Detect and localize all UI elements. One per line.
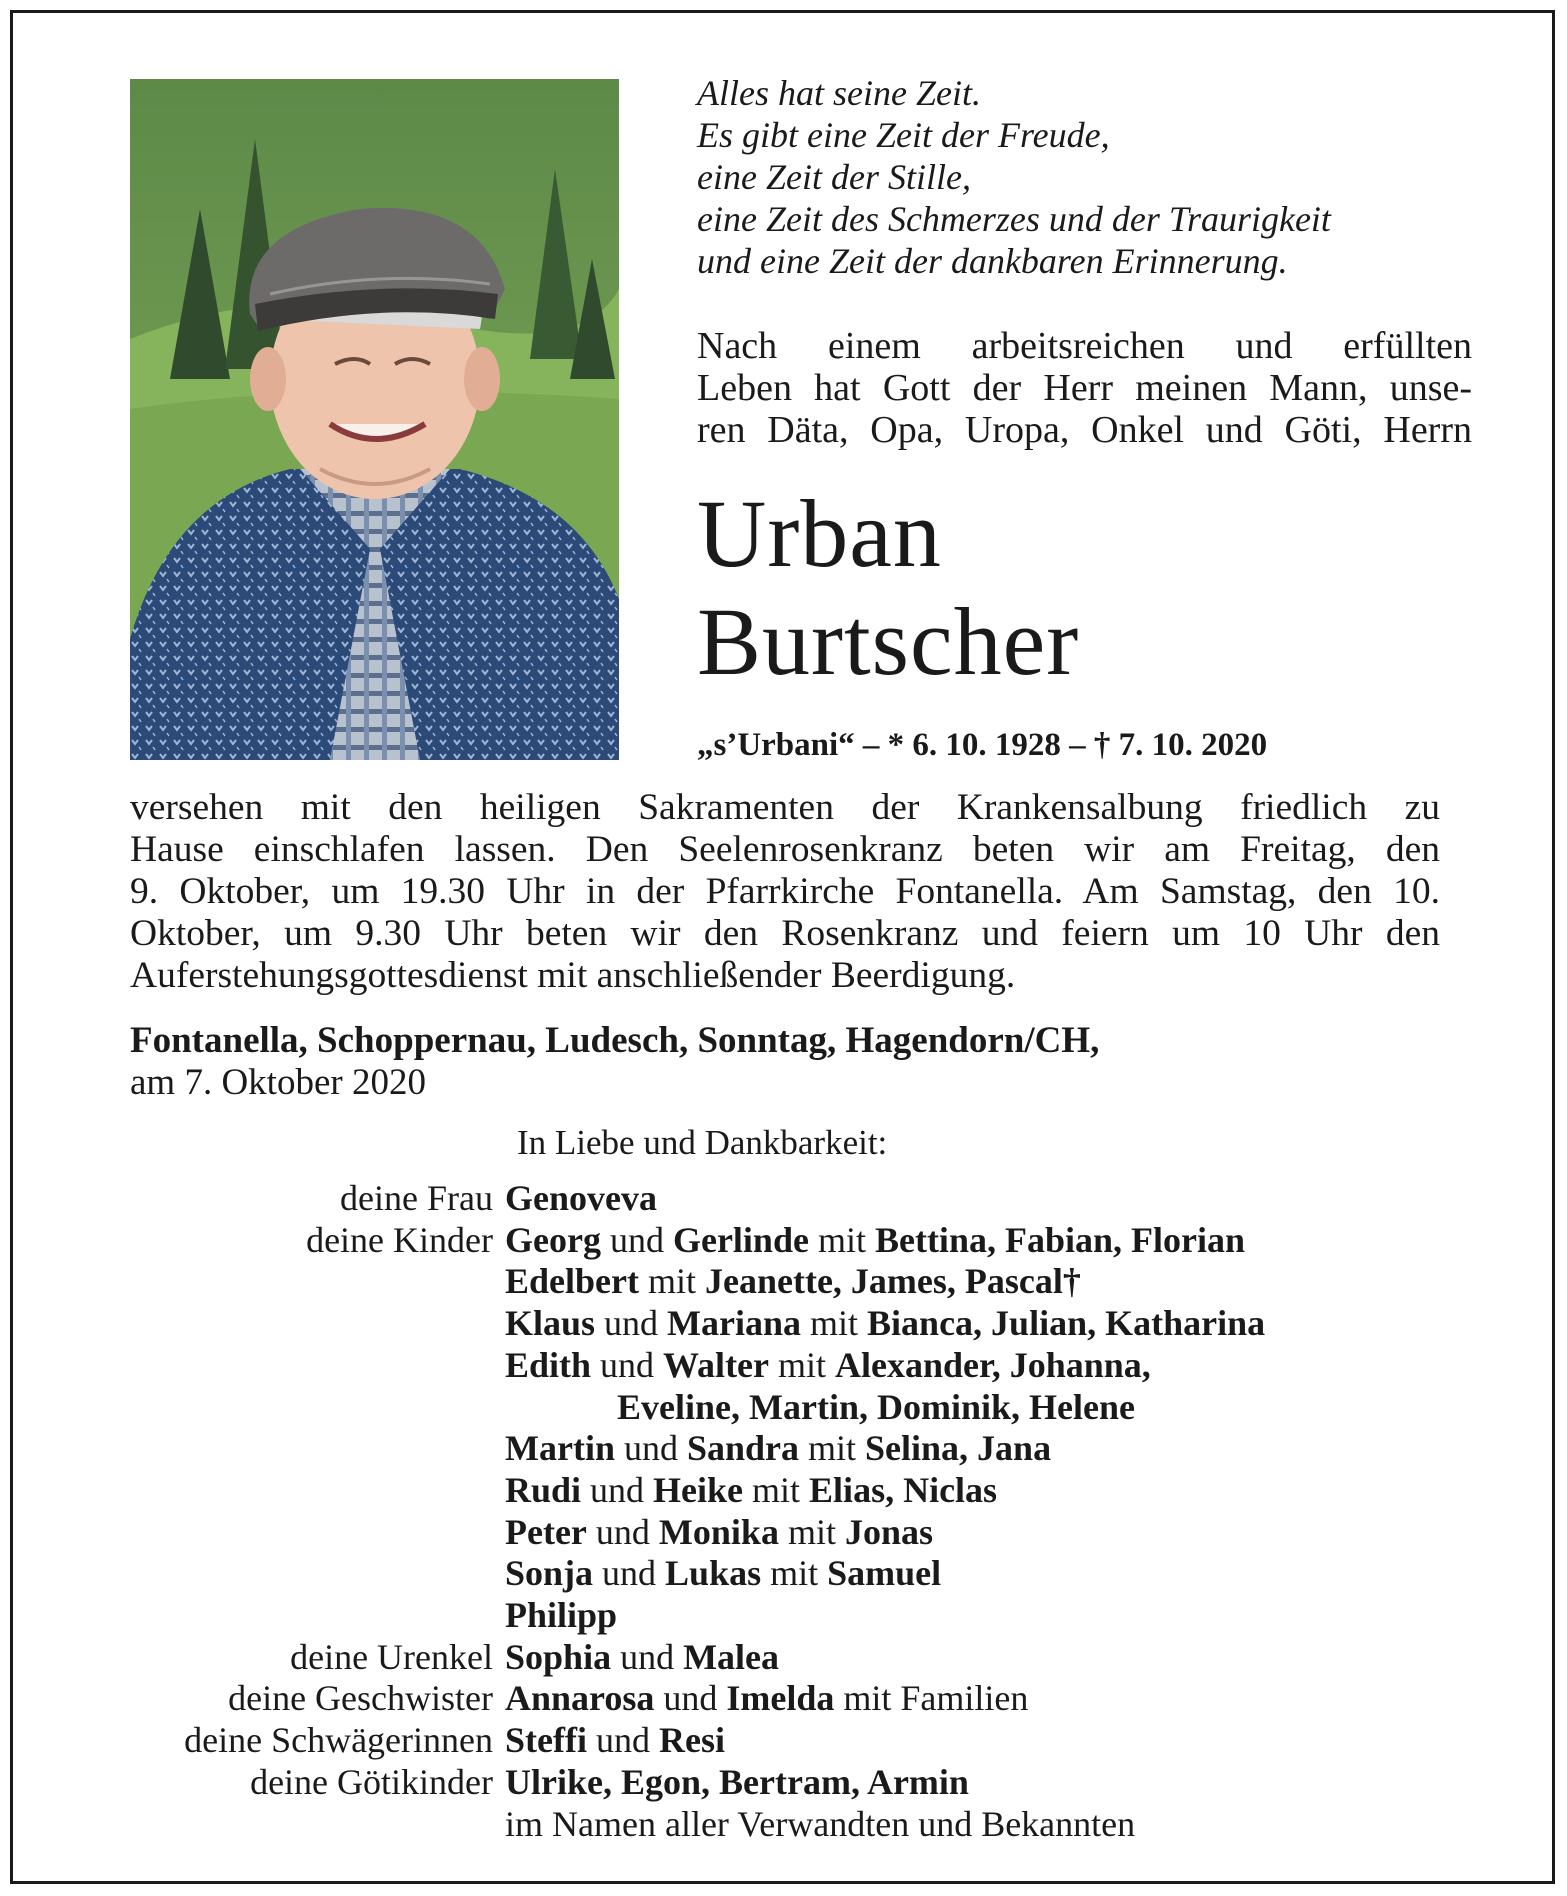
connector-text: und <box>586 1720 659 1761</box>
relative-name: Walter <box>663 1344 770 1385</box>
poem <box>697 72 1477 282</box>
relative-name: Sophia <box>505 1636 612 1677</box>
connector-text: mit <box>638 1261 705 1302</box>
relative-name: Rudi <box>505 1469 582 1510</box>
relatives-row <box>0 1261 1567 1303</box>
poem-line: Es gibt eine Zeit der Freude, <box>697 115 1110 155</box>
relation-label <box>0 1553 505 1595</box>
deceased-name <box>697 480 1079 696</box>
relatives-row <box>0 1804 1567 1846</box>
connector-text: und <box>593 1553 666 1594</box>
relative-names <box>505 1387 1135 1429</box>
relation-label <box>0 1387 505 1429</box>
connector-text: und <box>586 1511 659 1552</box>
relative-names <box>505 1804 1135 1846</box>
relation-label <box>0 1470 505 1512</box>
relative-names <box>505 1261 1081 1303</box>
relative-name: Imelda <box>726 1678 835 1719</box>
relative-name: Resi <box>658 1720 725 1761</box>
connector-text: mit <box>808 1219 875 1260</box>
relatives-row <box>0 1345 1567 1387</box>
relative-names <box>505 1678 1028 1720</box>
relatives-row <box>0 1720 1567 1762</box>
relative-names <box>505 1720 725 1762</box>
relative-name: Malea <box>683 1636 780 1677</box>
relatives-row <box>0 1553 1567 1595</box>
relatives-list <box>0 1178 1567 1845</box>
relative-name: Alexander, Johanna, <box>835 1344 1151 1385</box>
connector-text: mit <box>778 1511 845 1552</box>
relation-label: deine Frau <box>340 1178 493 1218</box>
relative-name: Jonas <box>844 1511 933 1552</box>
relatives-row <box>0 1637 1567 1679</box>
poem-line: eine Zeit des Schmerzes und der Traurigkeit <box>697 199 1331 239</box>
relatives-row <box>0 1428 1567 1470</box>
relation-label <box>0 1428 505 1470</box>
relative-names <box>505 1512 933 1554</box>
relative-name: Elias, Niclas <box>809 1469 998 1510</box>
relatives-row <box>0 1512 1567 1554</box>
relative-name: Klaus <box>505 1303 596 1344</box>
relative-name: Genoveva <box>505 1178 657 1218</box>
body-line: Hause einschlafen lassen. Den Seelenrosenkranz beten wir am Freitag, den <box>130 829 1440 870</box>
relation-label: deine Schwägerinnen <box>184 1720 493 1761</box>
connector-text: mit <box>743 1469 810 1510</box>
relative-names <box>505 1553 941 1595</box>
connector-text: mit <box>769 1344 836 1385</box>
relative-names <box>505 1762 969 1804</box>
relative-name: Samuel <box>827 1553 942 1594</box>
relative-name: Sonja <box>505 1553 594 1594</box>
poem-line: und eine Zeit der dankbaren Erinnerung. <box>697 241 1288 281</box>
intro-paragraph <box>697 325 1472 451</box>
relative-name: Monika <box>658 1511 779 1552</box>
relative-names <box>505 1303 1265 1345</box>
relative-names <box>505 1428 1051 1470</box>
thanks-heading: In Liebe und Dankbarkeit: <box>517 1123 888 1162</box>
place-and-date <box>130 1020 1460 1104</box>
relative-name: Annarosa <box>505 1678 655 1719</box>
relative-name: Philipp <box>505 1595 618 1636</box>
relative-name: Ulrike, Egon, Bertram, Armin <box>505 1761 969 1802</box>
relative-name: Georg <box>505 1219 601 1260</box>
connector-text: mit <box>799 1428 866 1469</box>
relation-label: deine Urenkel <box>290 1636 493 1677</box>
relative-name: Sandra <box>686 1428 800 1469</box>
date: am 7. Oktober 2020 <box>130 1062 426 1103</box>
intro-line: ren Däta, Opa, Uropa, Onkel und Göti, Herrn <box>697 409 1472 451</box>
body-line: Auferstehungsgottesdienst mit anschließender Beerdigung. <box>130 955 1016 996</box>
connector-text: und <box>595 1303 668 1344</box>
last-name: Burtscher <box>697 588 1080 695</box>
relative-name: Bianca, Julian, Katharina <box>867 1303 1266 1344</box>
connector-text: und <box>591 1344 664 1385</box>
relatives-row <box>0 1303 1567 1345</box>
announcement-body <box>130 787 1440 997</box>
intro-line: Leben hat Gott der Herr meinen Mann, unse- <box>697 367 1472 409</box>
relation-label: deine Götikinder <box>250 1761 493 1802</box>
connector-text: und <box>581 1469 654 1510</box>
poem-line: eine Zeit der Stille, <box>697 157 971 197</box>
body-line: Oktober, um 9.30 Uhr beten wir den Rosenkranz und feiern um 10 Uhr den <box>130 913 1440 954</box>
first-name: Urban <box>697 480 942 587</box>
relative-name: Gerlinde <box>672 1219 809 1260</box>
relatives-row <box>0 1470 1567 1512</box>
relative-name: Heike <box>653 1469 744 1510</box>
connector-text: und <box>611 1636 684 1677</box>
relation-label: deine Geschwister <box>228 1678 493 1719</box>
connector-text: und <box>600 1219 673 1260</box>
relative-names <box>505 1178 657 1220</box>
relative-name: Peter <box>505 1511 587 1552</box>
relative-name: Edith <box>505 1344 592 1385</box>
relative-names <box>505 1345 1151 1387</box>
connector-text: und <box>654 1678 727 1719</box>
life-dates: „s’Urbani“ – * 6. 10. 1928 – † 7. 10. 2020 <box>697 727 1268 763</box>
relatives-row <box>0 1762 1567 1804</box>
connector-text: mit Familien <box>834 1678 1029 1719</box>
relative-names <box>505 1595 617 1637</box>
relation-label <box>0 1303 505 1345</box>
relation-label <box>0 1261 505 1303</box>
relative-names <box>505 1220 1245 1262</box>
relatives-row <box>0 1220 1567 1262</box>
relative-name: Mariana <box>667 1303 802 1344</box>
portrait-photo <box>130 79 619 760</box>
relative-names <box>505 1470 997 1512</box>
relative-name: Eveline, Martin, Dominik, Helene <box>617 1386 1135 1427</box>
connector-text: mit <box>801 1303 868 1344</box>
relative-name: Lukas <box>665 1553 762 1594</box>
relation-label <box>0 1595 505 1637</box>
relatives-row <box>0 1595 1567 1637</box>
relation-label <box>0 1804 505 1846</box>
intro-line: Nach einem arbeitsreichen und erfüllten <box>697 325 1472 367</box>
connector-text: mit <box>761 1553 828 1594</box>
body-line: versehen mit den heiligen Sakramenten der Krankensalbung friedlich zu <box>130 787 1440 828</box>
relatives-row <box>0 1178 1567 1220</box>
connector-text: im Namen aller Verwandten und Bekannten <box>505 1803 1136 1844</box>
relative-name: Martin <box>505 1428 615 1469</box>
relatives-row <box>0 1387 1567 1429</box>
relation-label <box>0 1512 505 1554</box>
connector-text: und <box>614 1428 687 1469</box>
relative-name: Selina, Jana <box>865 1428 1052 1469</box>
relation-label <box>0 1345 505 1387</box>
relative-names <box>505 1637 779 1679</box>
relation-label: deine Kinder <box>306 1219 493 1260</box>
relative-name: Edelbert <box>505 1261 639 1302</box>
locations: Fontanella, Schoppernau, Ludesch, Sonntag, Hagendorn/CH, <box>130 1020 1100 1061</box>
relative-name: Steffi <box>505 1720 587 1761</box>
poem-line: Alles hat seine Zeit. <box>697 73 981 113</box>
relative-name: Jeanette, James, Pascal† <box>705 1261 1081 1302</box>
relative-name: Bettina, Fabian, Florian <box>874 1219 1245 1260</box>
relatives-row <box>0 1678 1567 1720</box>
body-line: 9. Oktober, um 19.30 Uhr in der Pfarrkirche Fontanella. Am Samstag, den 10. <box>130 871 1440 912</box>
